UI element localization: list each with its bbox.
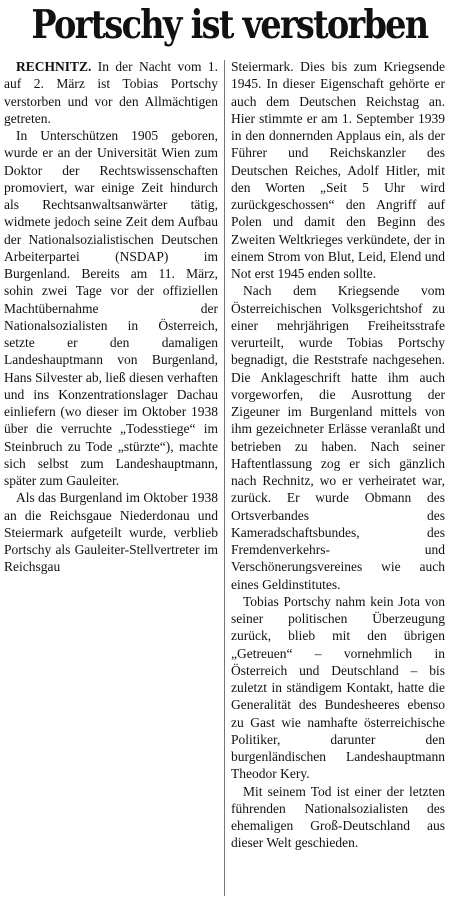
- paragraph-biography: In Unterschützen 1905 geboren, wurde er an der Universität Wien zum Doktor der Rechtswissenschaften promoviert, war einige Zeit hindurch als Rechtsanwaltsanwärter tätig, widmete jedoch seine Zeit dem Aufbau der Nationalsozialistischen Deutschen Arbeiterpartei (NSDAP) im Burgenland. Bereits am 11. März, sohin zwei Tage vor der offiziellen Machtübernahme der Nationalsozialisten in Österreich, setzte er den damaligen Landeshauptmann von Burgenland, Hans Silvester ab, ließ diesen verhaften und ins Konzentrationslager Dachau einliefern (wo dieser im Oktober 1938 über die verruchte „Todesstiege“ im Steinbruch zu Tode „stürzte“), machte sich selbst zum Landeshauptmann, später zum Gauleiter.: [4, 128, 218, 488]
- paragraph-reichstag: Steiermark. Dies bis zum Kriegsende 1945. In dieser Eigenschaft gehörte er auch dem Deutschen Reichstag an. Hier stimmte er am 1. September 1939 in den donnernden Applaus ein, als der Führer und Reichskanzler des Deutschen Reiches, Adolf Hitler, mit den Worten „Seit 5 Uhr wird zurückgeschossen“ den Angriff auf Polen und damit den Beginn des Zweiten Weltkrieges verkündete, der in einem Strom von Blut, Leid, Elend und Not erst 1945 enden sollte.: [231, 59, 445, 281]
- left-column: [4, 58, 218, 576]
- column-divider: [224, 60, 225, 896]
- paragraph-reichsgau: Als das Burgenland im Oktober 1938 an die Reichsgaue Niederdonau und Steiermark aufgeteilt wurde, verblieb Portschy als Gauleiter-Stellvertreter im Reichsgau: [4, 490, 218, 575]
- headline: Portschy ist verstorben: [31, 2, 428, 48]
- paragraph-conviction: Tobias Portschy nahm kein Jota von seiner politischen Überzeugung zurück, blieb mit den übrigen „Getreuen“ – vornehmlich in Österreich und Deutschland – bis zuletzt in ständigem Kontakt, hatte die Generalität des Bundesheeres ebenso zu Gast wie namhafte österreichische Politiker, darunter den burgenländischen Landeshauptmann Theodor Kery.: [231, 593, 445, 782]
- right-column: [231, 58, 445, 852]
- paragraph-postwar: Nach dem Kriegsende vom Österreichischen Volksgerichtshof zu einer mehrjährigen Freiheitsstrafe verurteilt, wurde Tobias Portschy begnadigt, die Reststrafe nachgesehen. Die Anklageschrift hatte ihm auch vorgeworfen, die Ausrottung der Zigeuner im Burgenland mittels von ihm gezeichneter Erlässe veranlaßt und betrieben zu haben. Nach seiner Haftentlassung zog er sich gänzlich nach Rechnitz, wo er verheiratet war, zurück. Er wurde Obmann des Ortsverbandes des Kameradschaftsbundes, des Fremdenverkehrs- und Verschönerungsvereines wie auch eines Geldinstitutes.: [231, 283, 445, 592]
- paragraph-intro: [4, 58, 218, 127]
- paragraph-intro-text: In der Nacht vom 1. auf 2. März ist Tobias Portschy verstorben und vor den Allmächtigen getreten.: [4, 59, 219, 126]
- paragraph-death: Mit seinem Tod ist einer der letzten führenden Nationalsozialisten des ehemaligen Groß-Deutschland aus dieser Welt geschieden.: [231, 783, 445, 851]
- dateline: RECHNITZ.: [16, 59, 92, 74]
